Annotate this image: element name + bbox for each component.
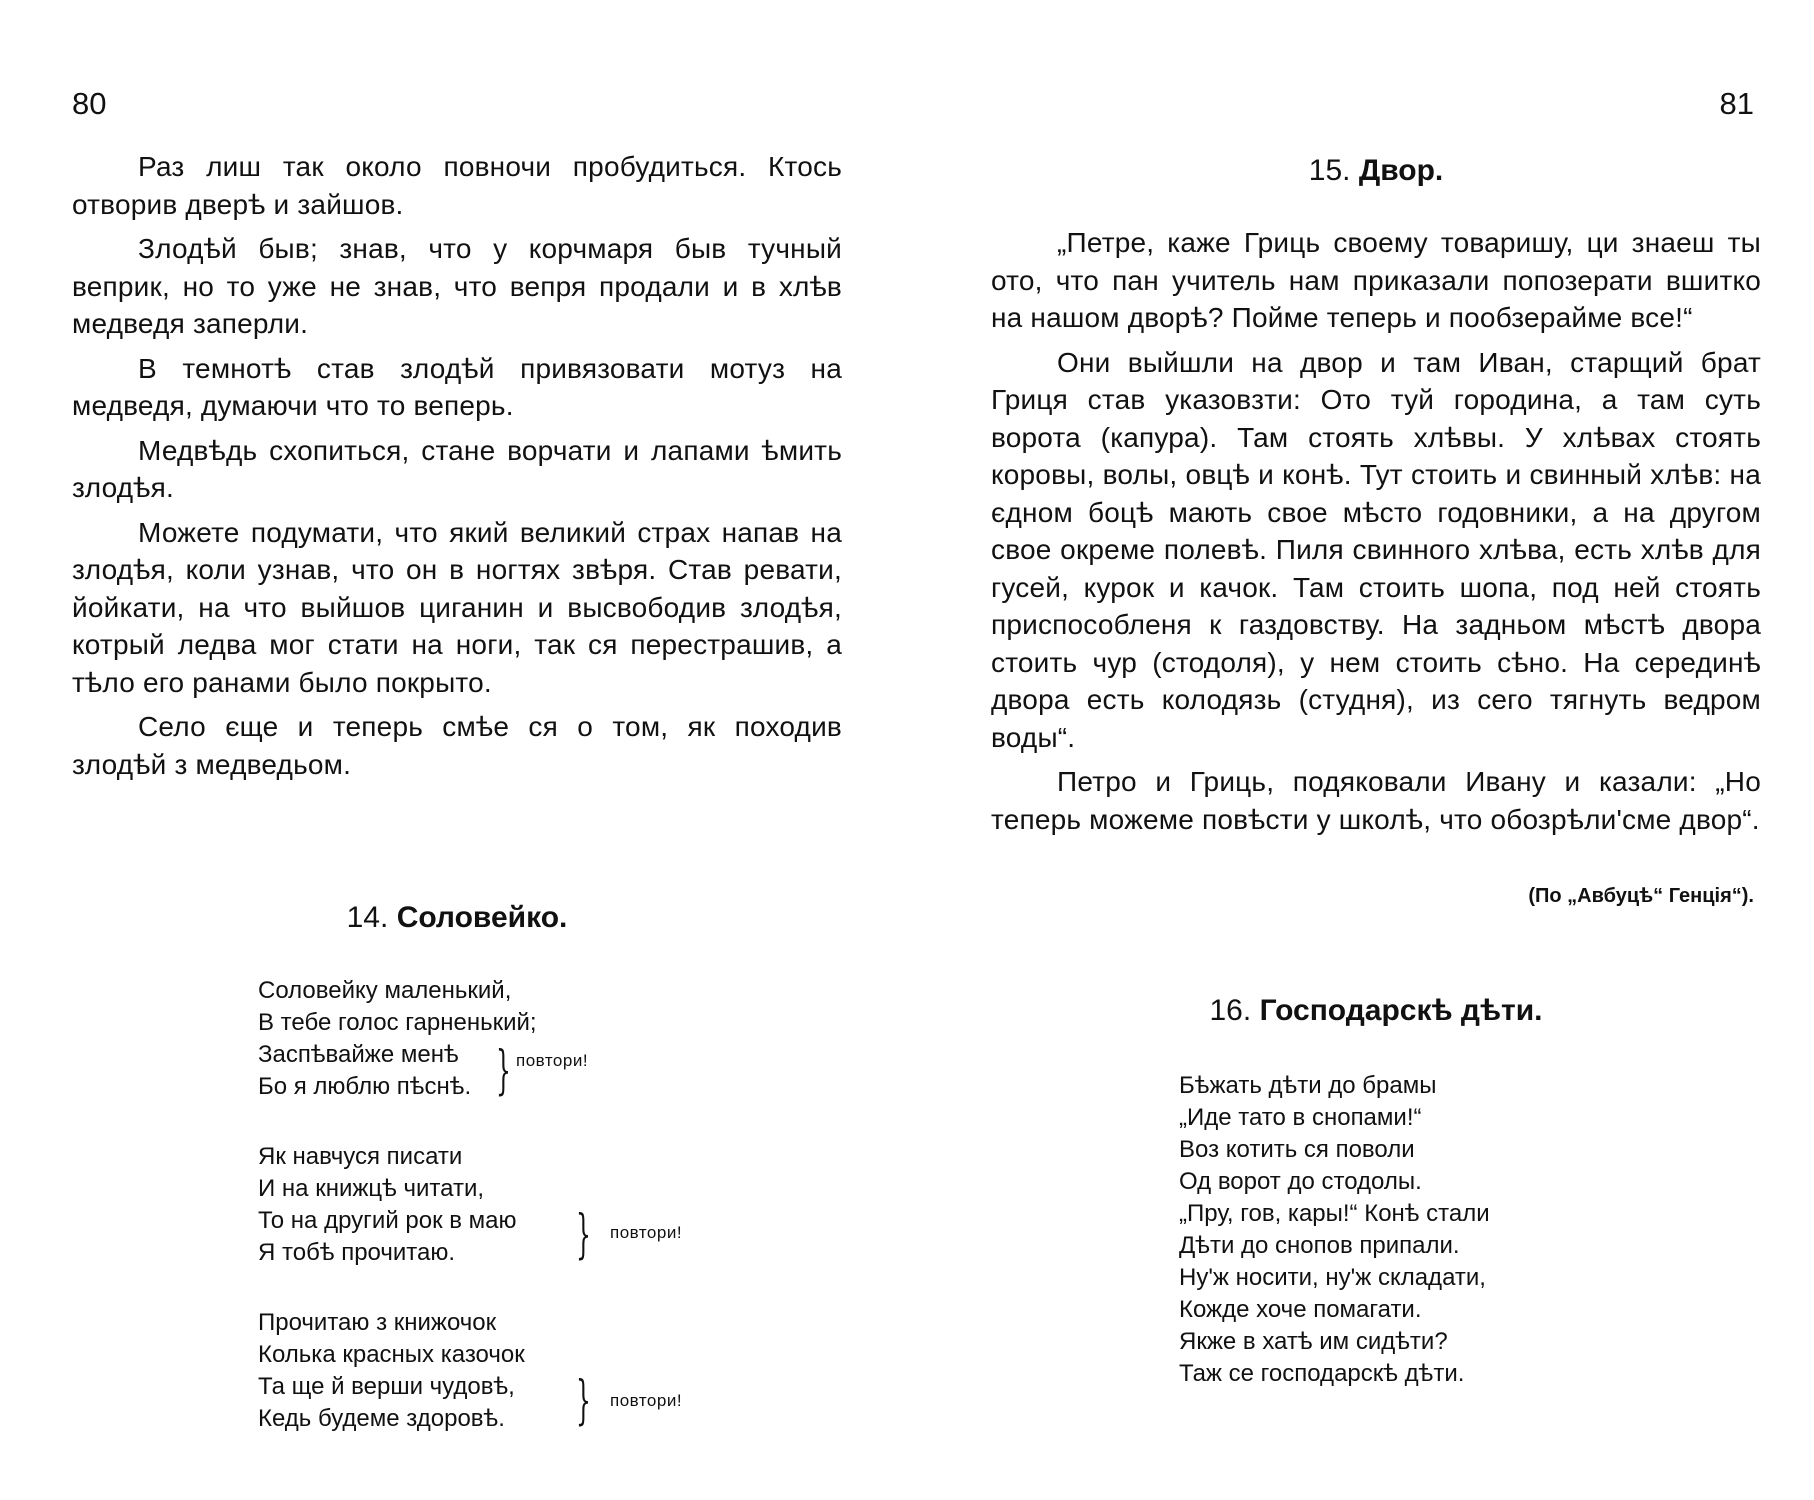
section-title: Соловейко. (396, 901, 568, 934)
verse-line: Заспѣвайже менѣ (258, 1041, 459, 1068)
paragraph: Медвѣдь схопиться, стане ворчати и лапами ѣмить злодѣя. (72, 434, 842, 503)
stanza (258, 1307, 778, 1435)
section-15-text (991, 224, 1761, 845)
verse-line: „Иде тато в снопами!“ (1179, 1104, 1422, 1131)
paragraph: Раз лиш так около повночи пробудиться. Ктось отворив дверѣ и зайшов. (72, 151, 842, 220)
section-title: Господарскѣ дѣти. (1259, 994, 1543, 1027)
section-16-heading (991, 991, 1761, 1031)
repeat-note: повтори! (610, 1391, 683, 1410)
verse-line: И на книжцѣ читати, (258, 1175, 485, 1202)
stanza (258, 1141, 778, 1269)
paragraph: Злодѣй быв; знав, что у корчмаря быв тучный веприк, но то уже не знав, что вепря продали и в хлѣв медведя заперли. (72, 233, 842, 339)
paragraph: Село єще и теперь смѣе ся о том, як походив злодѣй з медведьом. (72, 711, 842, 780)
verse-line: То на другий рок в маю (258, 1207, 517, 1234)
paragraph: Они выйшли на двор и там Иван, старщий брат Гриця став указовзти: Ото туй городина, а там суть ворота (капура). Там стоять хлѣвы. У хлѣвах стоять коровы, волы, овцѣ и конѣ. Тут стоить и свинный хлѣв: на єдном боцѣ мають свое мѣсто годовники, а на другом свое окреме полевѣ. Пиля свинного хлѣва, есть хлѣв для гусей, курок и качок. Там стоить шопа, под ней стоять приспособленя к газдовству. На задньом мѣстѣ двора стоить чур (стодоля), у нем стоить сѣно. На серединѣ двора есть колодязь (студня), из сего тягнуть ведром воды“. (991, 346, 1761, 753)
refrain-group (258, 1039, 778, 1103)
section-number: 14. (346, 901, 389, 934)
verse-line: Соловейку маленький, (258, 977, 512, 1004)
curly-brace-icon: } (576, 1205, 591, 1265)
verse-line: Воз котить ся поволи (1179, 1136, 1415, 1163)
page-number-right: 81 (1719, 86, 1754, 121)
repeat-note: повтори! (516, 1051, 589, 1070)
verse-line: Колька красных казочок (258, 1341, 525, 1368)
section-14-heading (72, 898, 842, 938)
verse-line: Дѣти до снопов припали. (1179, 1232, 1460, 1259)
verse-line: Кожде хоче помагати. (1179, 1296, 1422, 1323)
right-page (907, 0, 1814, 1500)
curly-brace-icon: } (496, 1041, 511, 1101)
verse-line: Я тобѣ прочитаю. (258, 1239, 456, 1266)
poem-soloveiko (258, 975, 778, 1435)
section-title: Двор. (1358, 154, 1444, 187)
paragraph: Можете подумати, что який великий страх напав на злодѣя, коли узнав, что он в ногтях звѣря. Став ревати, йойкати, на что выйшов циганин и высвободив злодѣя, котрый ледва мог стати на ноги, так ся перестрашив, а тѣло его ранами было покрыто. (72, 516, 842, 698)
refrain-group (258, 1205, 778, 1269)
verse-line: „Пру, гов, кары!“ Конѣ стали (1179, 1200, 1490, 1227)
refrain-group (258, 1371, 778, 1435)
verse-line: Прочитаю з книжочок (258, 1309, 497, 1336)
verse-line: Та ще й верши чудовѣ, (258, 1373, 515, 1400)
section-number: 16. (1209, 994, 1252, 1027)
section-15-heading (991, 151, 1761, 191)
paragraph: В темнотѣ став злодѣй привязовати мотуз на медведя, думаючи что то веперь. (72, 352, 842, 421)
section-number: 15. (1308, 154, 1351, 187)
verse-line: Як навчуся писати (258, 1143, 463, 1170)
story-ending-text (72, 148, 842, 790)
paragraph: Петро и Гриць, подяковали Ивану и казали: „Но теперь можеме повѣсти у школѣ, что обозрѣли'сме двор“. (991, 766, 1761, 835)
source-attribution: (По „Авбуцѣ“ Генція“). (1528, 885, 1754, 907)
paragraph: „Петре, каже Гриць своему товаришу, ци знаеш ты ото, что пан учитель нам приказали попозерати вшитко на нашом дворѣ? Пойме теперь и пообзерайме все!“ (991, 227, 1761, 333)
repeat-note: повтори! (610, 1223, 683, 1242)
curly-brace-icon: } (576, 1371, 591, 1431)
page-number-left: 80 (72, 86, 107, 121)
stanza (258, 975, 778, 1103)
verse-line: Кедь будеме здоровѣ. (258, 1405, 505, 1432)
verse-line: Бо я люблю пѣснѣ. (258, 1073, 472, 1100)
verse-line: Таж се господарскѣ дѣти. (1179, 1360, 1465, 1387)
verse-line: Од ворот до стодолы. (1179, 1168, 1422, 1195)
poem-hospodarski-dity (1179, 1070, 1679, 1390)
verse-line: Бѣжать дѣти до брамы (1179, 1072, 1437, 1099)
verse-line: Якже в хатѣ им сидѣти? (1179, 1328, 1448, 1355)
verse-line: Ну'ж носити, ну'ж складати, (1179, 1264, 1486, 1291)
verse-line: В тебе голос гарненький; (258, 1009, 537, 1036)
